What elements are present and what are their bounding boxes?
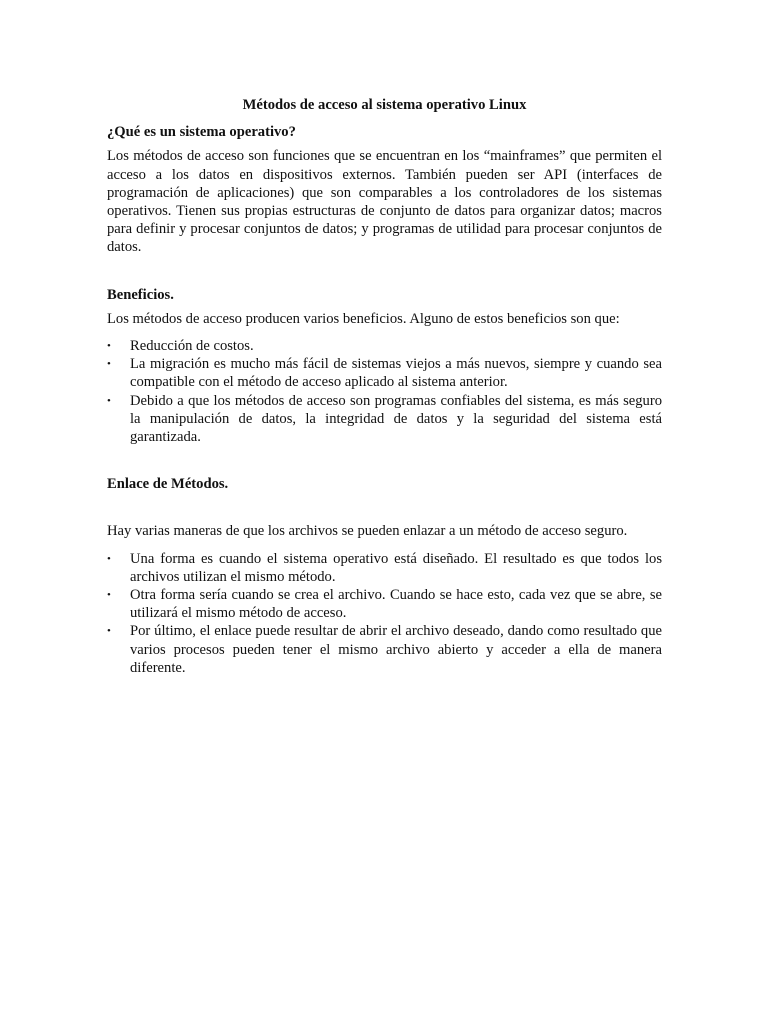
bullet-icon: •	[107, 340, 111, 353]
list-item-text: Una forma es cuando el sistema operativo está diseñado. El resultado es que todos los archivos utilizan el mismo método.	[130, 550, 662, 585]
list-item-text: Por último, el enlace puede resultar de abrir el archivo deseado, dando como resultado que varios procesos pueden tener el mismo archivo abierto y acceder a ella de manera diferente.	[130, 623, 662, 676]
bullet-list-enlace	[107, 550, 662, 677]
document-page	[107, 96, 662, 677]
bullet-icon: •	[107, 552, 111, 565]
list-item	[107, 337, 662, 355]
spacer	[107, 493, 662, 522]
section-intro-beneficios: Los métodos de acceso producen varios beneficios. Alguno de estos beneficios son que:	[107, 310, 620, 327]
list-item	[107, 355, 662, 391]
spacer	[107, 328, 662, 337]
list-item-text: Otra forma sería cuando se crea el archivo. Cuando se hace esto, cada vez que se abre, se utilizará el mismo método de acceso.	[130, 587, 662, 622]
document-title: Métodos de acceso al sistema operativo Linux	[242, 97, 527, 113]
spacer	[107, 446, 662, 475]
list-item	[107, 392, 662, 447]
list-item	[107, 550, 662, 586]
list-item-text: Reducción de costos.	[130, 338, 254, 355]
spacer	[107, 257, 662, 286]
section-heading-beneficios: Beneficios.	[107, 286, 174, 303]
bullet-icon: •	[107, 358, 111, 371]
section-heading-enlace: Enlace de Métodos.	[107, 476, 229, 493]
section-paragraph-sistema-operativo: Los métodos de acceso son funciones que se encuentran en los “mainframes” que permiten el acceso a los datos en dispositivos externos. También pueden ser API (interfaces de programación de aplicaciones) que son comparables a los controladores de los sistemas operativos. Tienen sus propias estructuras de conjunto de datos para organizar datos; macros para definir y procesar conjuntos de datos; y programas de utilidad para procesar conjuntos de datos.	[107, 148, 662, 256]
bullet-list-beneficios	[107, 337, 662, 446]
list-item-text: Debido a que los métodos de acceso son programas confiables del sistema, es más seguro la manipulación de datos, la integridad de datos y la seguridad del sistema está garantizada.	[130, 392, 662, 446]
list-item	[107, 622, 662, 677]
list-item-text: La migración es mucho más fácil de sistemas viejos a más nuevos, siempre y cuando sea compatible con el método de acceso aplicado al sistema anterior.	[130, 356, 662, 391]
bullet-icon: •	[107, 589, 111, 602]
spacer	[107, 541, 662, 550]
bullet-icon: •	[107, 625, 111, 638]
list-item	[107, 586, 662, 622]
bullet-icon: •	[107, 394, 111, 407]
section-heading-sistema-operativo: ¿Qué es un sistema operativo?	[107, 124, 296, 141]
section-intro-enlace: Hay varias maneras de que los archivos se pueden enlazar a un método de acceso seguro.	[107, 523, 628, 540]
